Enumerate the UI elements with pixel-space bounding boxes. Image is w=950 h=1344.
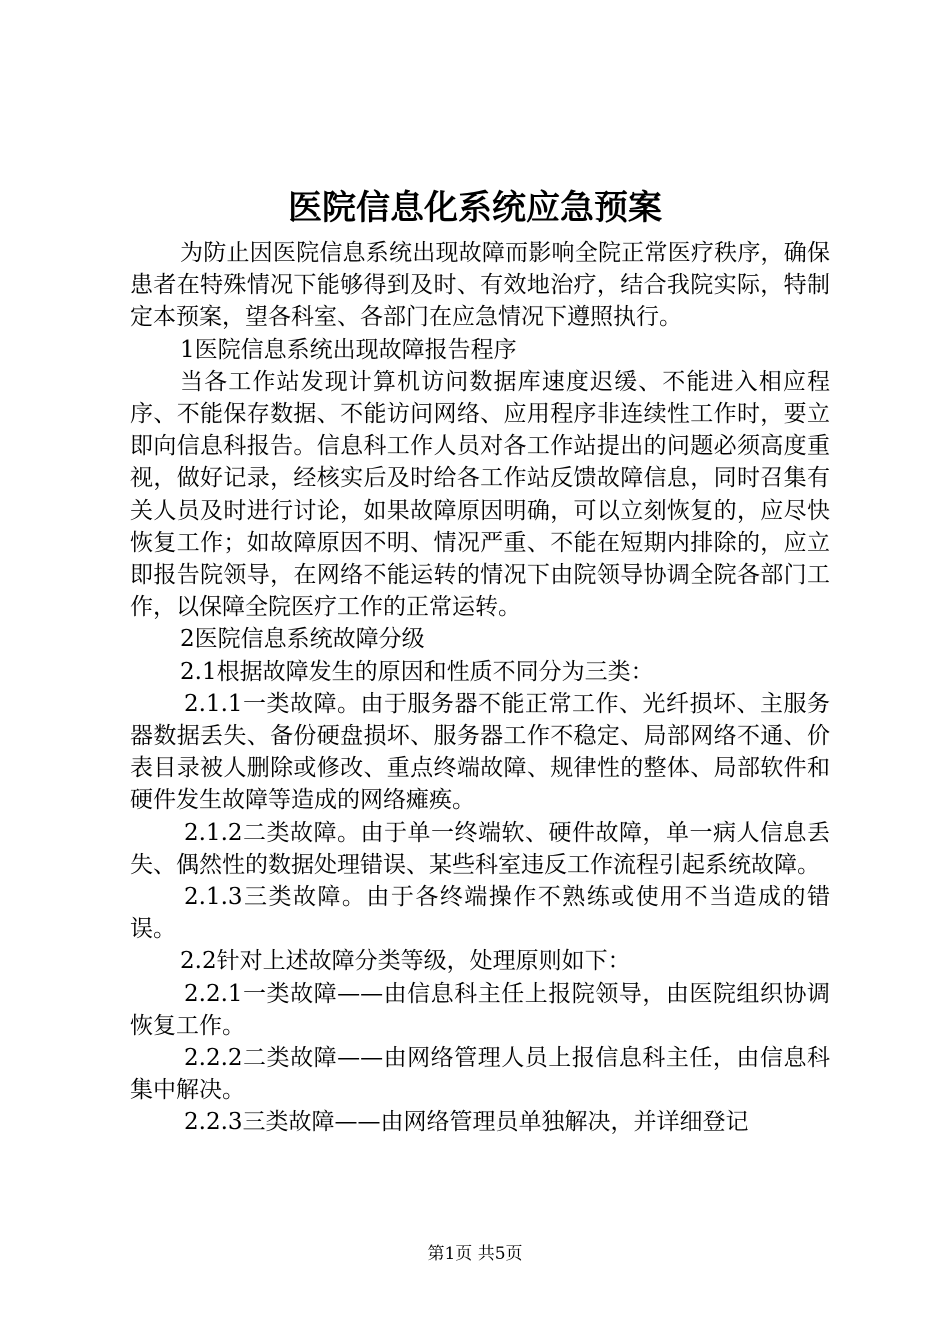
paragraph-2-1-3: 2.1.3三类故障。由于各终端操作不熟练或使用不当造成的错误。 [130,884,830,943]
subsection-heading-2-2: 2.2针对上述故障分类等级，处理原则如下： [180,948,631,975]
document-title: 医院信息化系统应急预案 [288,188,662,228]
paragraph-2-2-2: 2.2.2二类故障——由网络管理人员上报信息科主任，由信息科集中解决。 [130,1045,830,1104]
paragraph-2-1-2: 2.1.2二类故障。由于单一终端软、硬件故障，单一病人信息丢失、偶然性的数据处理错误、某些科室违反工作流程引起系统故障。 [130,819,830,878]
section-heading-1: 1医院信息系统出现故障报告程序 [180,336,517,363]
page-number-footer: 第1页 共5页 [427,1244,523,1264]
paragraph-2-2-1: 2.2.1一类故障——由信息科主任上报院领导，由医院组织协调恢复工作。 [130,980,830,1039]
subsection-heading-2-1: 2.1根据故障发生的原因和性质不同分为三类： [180,658,654,685]
document-body [130,237,830,1139]
paragraph-2-2-3: 2.2.3三类故障——由网络管理员单独解决，并详细登记 [184,1109,749,1136]
paragraph-report-procedure: 当各工作站发现计算机访问数据库速度迟缓、不能进入相应程序、不能保存数据、不能访问网络、应用程序非连续性工作时，要立即向信息科报告。信息科工作人员对各工作站提出的问题必须高度重视，做好记录，经核实后及时给各工作站反馈故障信息，同时召集有关人员及时进行讨论，如果故障原因明确，可以立刻恢复的，应尽快恢复工作；如故障原因不明、情况严重、不能在短期内排除的，应立即报告院领导，在网络不能运转的情况下由院领导协调全院各部门工作，以保障全院医疗工作的正常运转。 [130,368,830,621]
section-heading-2: 2医院信息系统故障分级 [180,626,425,653]
paragraph-2-1-1: 2.1.1一类故障。由于服务器不能正常工作、光纤损坏、主服务器数据丢失、备份硬盘损坏、服务器工作不稳定、局部网络不通、价表目录被人删除或修改、重点终端故障、规律性的整体、局部软件和硬件发生故障等造成的网络瘫痪。 [130,690,830,814]
paragraph-intro: 为防止因医院信息系统出现故障而影响全院正常医疗秩序，确保患者在特殊情况下能够得到及时、有效地治疗，结合我院实际，特制定本预案，望各科室、各部门在应急情况下遵照执行。 [130,240,830,331]
